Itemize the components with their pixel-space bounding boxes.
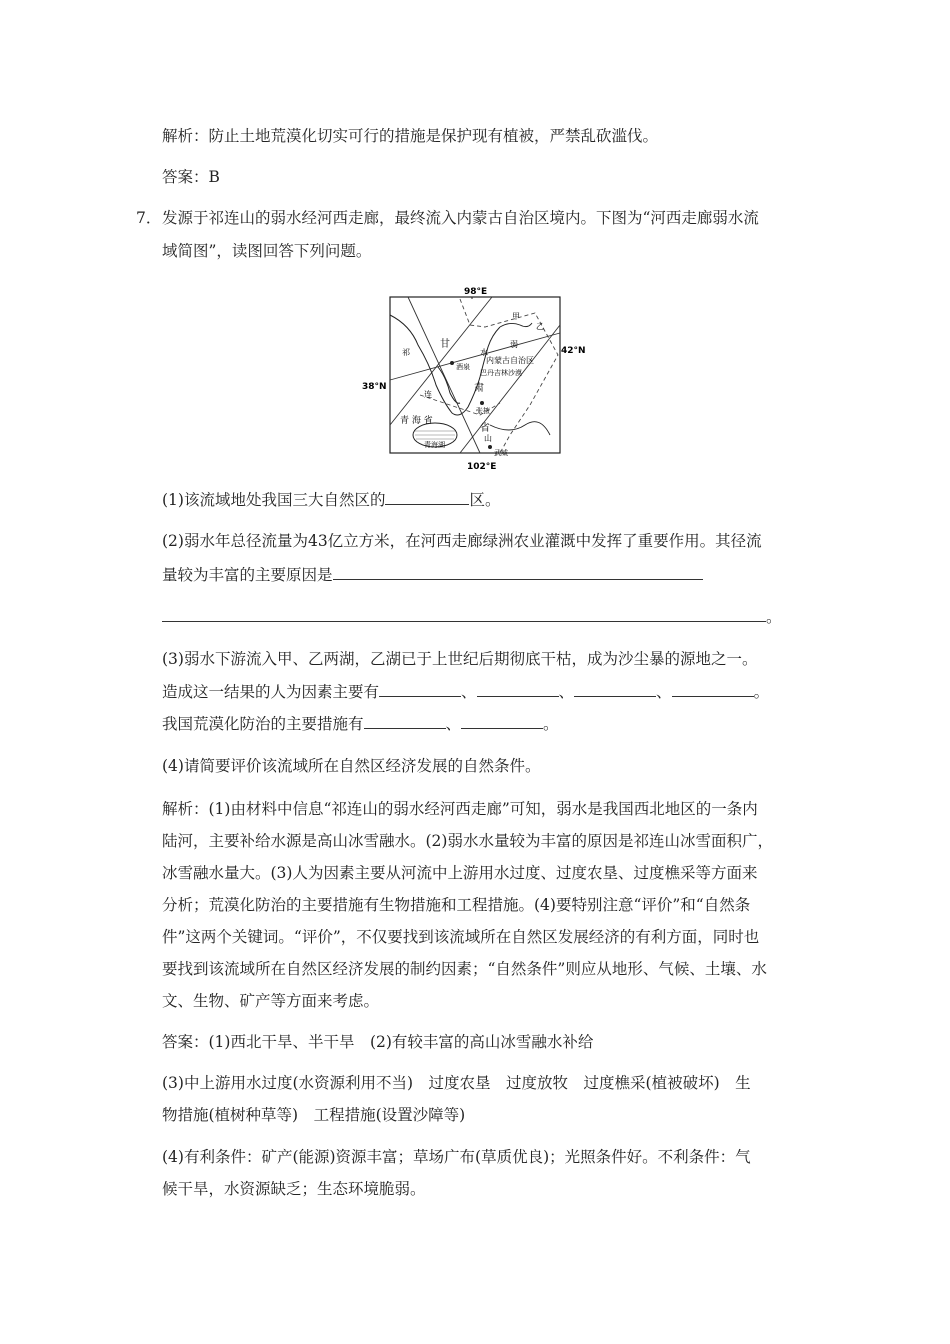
label-sheng: 省 (480, 423, 490, 434)
sub3-end: 。 (753, 683, 770, 701)
answer-4-line-2: 候干旱，水资源缺乏；生态环境脆弱。 (162, 1180, 426, 1198)
label-neimenggu: 内蒙古自治区 (486, 356, 534, 365)
separator: 、 (558, 683, 575, 701)
label-gan: 甘 (440, 339, 450, 350)
question-stem-line-1: 发源于祁连山的弱水经河西走廊，最终流入内蒙古自治区境内。下图为“河西走廊弱水流 (162, 209, 759, 227)
sub-question-3-line-2 (162, 680, 769, 703)
sub-question-3-line-1: (3)弱水下游流入甲、乙两湖，乙湖已于上世纪后期彻底干枯，成为沙尘暴的源地之一。 (162, 650, 758, 668)
label-lat-38: 38°N (362, 382, 387, 392)
analysis-line-2: 陆河，主要补给水源是高山冰雪融水。(2)弱水水量较为丰富的原因是祁连山冰雪面积广， (162, 832, 773, 850)
label-wuwei: 武威 (494, 449, 508, 457)
sub1-suffix: 区。 (469, 491, 501, 509)
label-zhangye: 张掖 (476, 407, 490, 415)
sub-question-2-line-1: (2)弱水年总径流量为43亿立方米，在河西走廊绿洲农业灌溉中发挥了重要作用。其径流 (162, 532, 762, 550)
label-qinghai: 青 海 省 (400, 416, 433, 426)
ruoshui-basin-map (360, 285, 590, 471)
sub-question-4: (4)请简要评价该流域所在自然区经济发展的自然条件。 (162, 757, 541, 775)
answer-4-line-1: (4)有利条件：矿产(能源)资源丰富；草场广布(草质优良)；光照条件好。不利条件：气 (162, 1148, 751, 1166)
label-shan: 山 (484, 434, 492, 443)
analysis-line-7: 文、生物、矿产等方面来考虑。 (162, 992, 380, 1010)
separator: 、 (656, 683, 672, 701)
answer-blank[interactable] (333, 563, 703, 580)
answer-blank[interactable] (574, 680, 656, 697)
sub-question-3-line-3 (162, 712, 559, 735)
answer-blank[interactable] (379, 680, 461, 697)
analysis-line-4: 分析；荒漠化防治的主要措施有生物措施和工程措施。(4)要特别注意“评价”和“自然条 (162, 896, 751, 914)
sub1-text: (1)该流域地处我国三大自然区的 (162, 491, 386, 509)
sub2-end: 。 (766, 608, 782, 626)
analysis-line-3: 冰雪融水量大。(3)人为因素主要从河流中上游用水过度、过度农垦、过度樵采等方面来 (162, 864, 758, 882)
answer-line-1: 答案：(1)西北干旱、半干旱 (2)有较丰富的高山冰雪融水补给 (162, 1033, 594, 1051)
label-qi: 祁 (402, 348, 410, 357)
question-stem-line-2: 域简图”，读图回答下列问题。 (162, 242, 372, 260)
label-shui: 水 (480, 348, 488, 357)
analysis-line-1: 解析：(1)由材料中信息“祁连山的弱水经河西走廊”可知，弱水是我国西北地区的一条内 (162, 800, 758, 818)
label-qinghaihu: 青海湖 (424, 441, 445, 449)
analysis-line-6: 要找到该流域所在自然区经济发展的制约因素；“自然条件”则应从地形、气候、土壤、水 (162, 960, 767, 978)
analysis-line-5: 件”这两个关键词。“评价”，不仅要找到该流域所在自然区发展经济的有利方面，同时也 (162, 928, 760, 946)
sub-question-1 (162, 488, 500, 511)
answer-blank[interactable] (672, 680, 754, 697)
label-lon-102: 102°E (467, 462, 497, 471)
answer-3-line-1: (3)中上游用水过度(水资源利用不当) 过度农垦 过度放牧 过度樵采(植被破坏) 生 (162, 1074, 751, 1092)
label-lat-42: 42°N (561, 346, 586, 356)
answer-blank[interactable] (364, 712, 446, 729)
sub-question-2-line-3 (162, 605, 782, 628)
answer-blank[interactable] (385, 488, 469, 505)
label-jia: 甲 (512, 312, 520, 321)
label-lian: 连 (424, 390, 432, 399)
answer-blank[interactable] (162, 605, 766, 622)
separator: 、 (461, 683, 477, 701)
sub2-text: 量较为丰富的主要原因是 (162, 566, 333, 584)
prev-analysis: 解析：防止土地荒漠化切实可行的措施是保护现有植被，严禁乱砍滥伐。 (162, 127, 659, 145)
label-jiuquan: 酒泉 (456, 363, 470, 371)
sub-question-2-line-2 (162, 563, 703, 586)
answer-blank[interactable] (477, 680, 559, 697)
answer-blank[interactable] (461, 712, 543, 729)
label-badanjilin: 巴丹吉林沙漠 (480, 369, 522, 377)
sub3-text: 造成这一结果的人为因素主要有 (162, 683, 380, 701)
answer-3-line-2: 物措施(植树种草等) 工程措施(设置沙障等) (162, 1106, 466, 1124)
sub3-measures-text: 我国荒漠化防治的主要措施有 (162, 715, 364, 733)
label-ruo: 弱 (510, 340, 518, 349)
prev-answer: 答案：B (162, 168, 220, 186)
label-yi: 乙 (536, 322, 544, 331)
label-lon-98: 98°E (464, 287, 488, 297)
sub3-measures-end: 。 (543, 715, 559, 733)
separator: 、 (445, 715, 462, 733)
label-su: 肃 (474, 383, 484, 394)
question-number: 7． (136, 209, 162, 227)
